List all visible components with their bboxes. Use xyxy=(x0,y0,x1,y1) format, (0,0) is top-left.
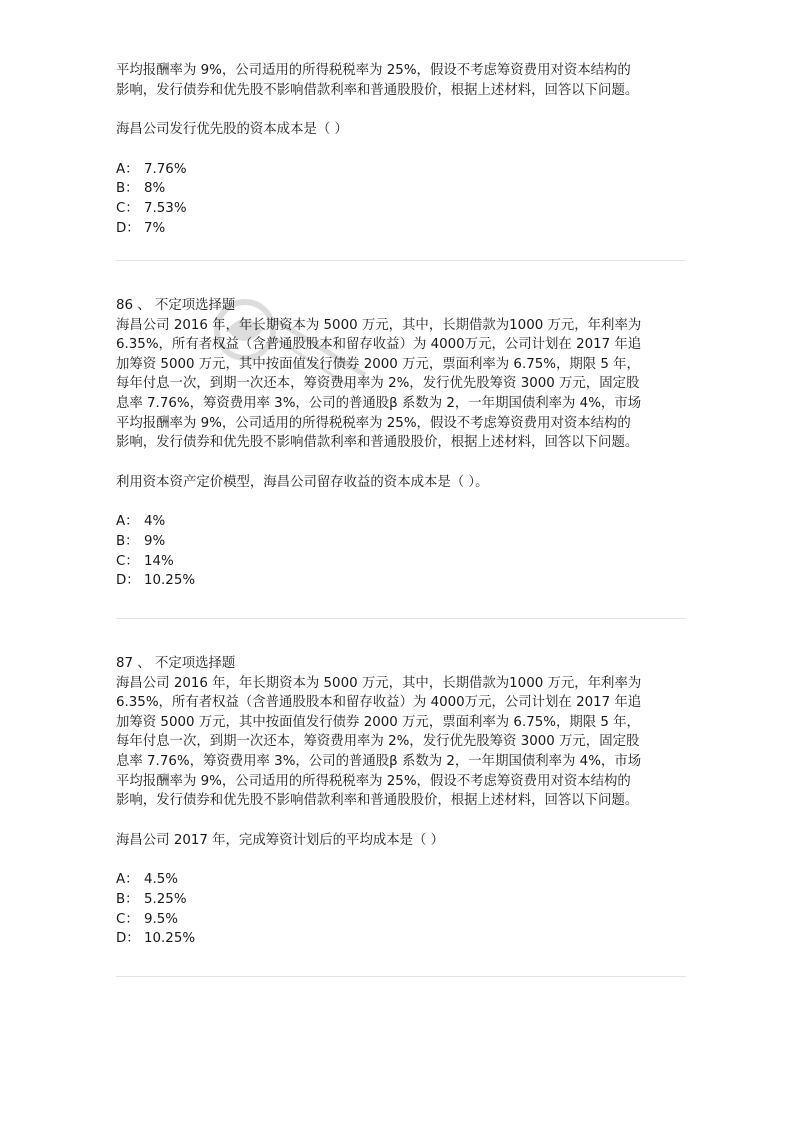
option-list xyxy=(116,160,686,238)
question-text: 利用资本资产定价模型，海昌公司留存收益的资本成本是（ ）。 xyxy=(116,474,489,490)
material-line: 每年付息一次，到期一次还本，筹资费用率为 2%，发行优先股筹资 3000 万元，固定股 xyxy=(116,734,640,750)
material-line: 加筹资 5000 万元，其中按面值发行债券 2000 万元，票面利率为 6.75%，期限 5 年， xyxy=(116,356,640,372)
material-line: 平均报酬率为 9%，公司适用的所得税税率为 25%，假设不考虑筹资费用对资本结构的 xyxy=(116,63,631,78)
material-line: 海昌公司 2016 年，年长期资本为 5000 万元，其中，长期借款为1000 万元，年利率为 xyxy=(116,675,642,691)
option-d: D： 10.25% xyxy=(116,931,196,947)
option-list xyxy=(116,870,686,948)
option-b: B： 5.25% xyxy=(116,891,187,907)
material-paragraph xyxy=(116,316,686,453)
option-b: B： 9% xyxy=(116,533,166,549)
option-list xyxy=(116,512,686,590)
material-paragraph xyxy=(116,674,686,811)
question-header: 87 、 不定项选择题 xyxy=(116,656,236,671)
material-line: 息率 7.76%，筹资费用率 3%，公司的普通股β 系数为 2，一年期国债利率为 4%，市场 xyxy=(116,395,642,411)
material-line: 6.35%，所有者权益（含普通股股本和留存收益）为 4000万元，公司计划在 2017 年追 xyxy=(116,337,642,353)
option-d: D： 10.25% xyxy=(116,573,196,589)
option-b: B： 8% xyxy=(116,181,166,197)
question-87 xyxy=(116,654,686,949)
question-85-continued xyxy=(116,61,686,238)
option-a: A： 7.76% xyxy=(116,161,187,177)
option-c: C： 14% xyxy=(116,553,174,569)
material-line: 息率 7.76%，筹资费用率 3%，公司的普通股β 系数为 2，一年期国债利率为 4%，市场 xyxy=(116,753,642,769)
question-text: 海昌公司 2017 年，完成筹资计划后的平均成本是（ ） xyxy=(116,832,445,848)
option-a: A： 4.5% xyxy=(116,872,179,888)
material-line: 影响，发行债券和优先股不影响借款利率和普通股股价，根据上述材料，回答以下问题。 xyxy=(116,82,639,98)
divider xyxy=(116,618,686,619)
question-text: 海昌公司发行优先股的资本成本是（ ） xyxy=(116,122,348,138)
material-line: 6.35%，所有者权益（含普通股股本和留存收益）为 4000万元，公司计划在 2017 年追 xyxy=(116,695,642,711)
material-line: 平均报酬率为 9%，公司适用的所得税税率为 25%，假设不考虑筹资费用对资本结构的 xyxy=(116,415,631,431)
material-line: 平均报酬率为 9%，公司适用的所得税税率为 25%，假设不考虑筹资费用对资本结构的 xyxy=(116,773,631,789)
divider xyxy=(116,976,686,977)
material-line: 影响，发行债券和优先股不影响借款利率和普通股股价，根据上述材料，回答以下问题。 xyxy=(116,435,639,451)
question-86 xyxy=(116,296,686,591)
material-line: 海昌公司 2016 年，年长期资本为 5000 万元，其中，长期借款为1000 万元，年利率为 xyxy=(116,317,642,333)
option-d: D： 7% xyxy=(116,220,166,236)
option-c: C： 9.5% xyxy=(116,911,179,927)
material-line: 每年付息一次，到期一次还本，筹资费用率为 2%，发行优先股筹资 3000 万元，固定股 xyxy=(116,376,640,392)
material-line: 加筹资 5000 万元，其中按面值发行债券 2000 万元，票面利率为 6.75%，期限 5 年， xyxy=(116,714,640,730)
material-line: 影响，发行债券和优先股不影响借款利率和普通股股价，根据上述材料，回答以下问题。 xyxy=(116,793,639,809)
question-header: 86 、 不定项选择题 xyxy=(116,298,236,313)
divider xyxy=(116,260,686,261)
option-c: C： 7.53% xyxy=(116,200,187,216)
option-a: A： 4% xyxy=(116,514,166,530)
